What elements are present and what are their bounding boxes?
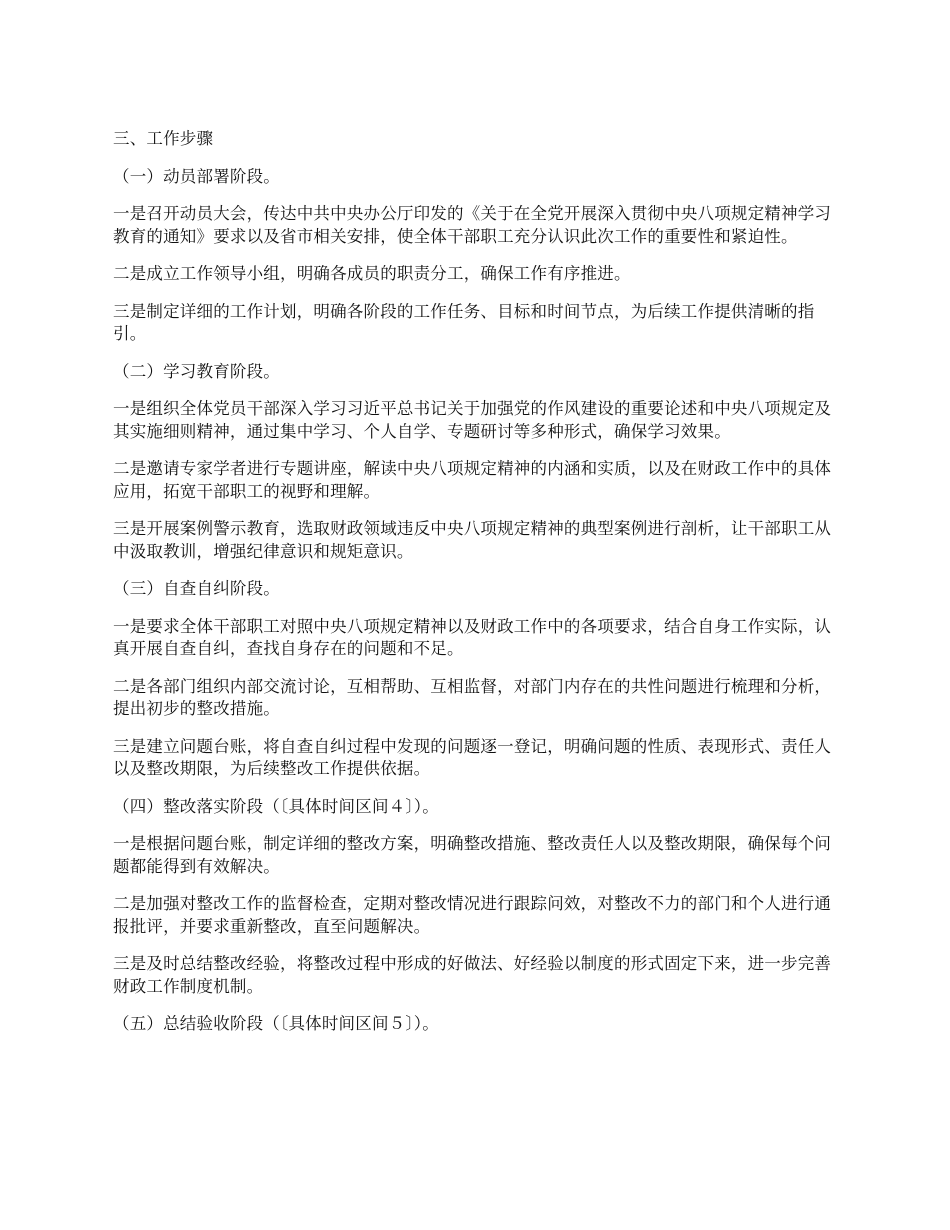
body-paragraph: 二是加强对整改工作的监督检查，定期对整改情况进行跟踪问效，对整改不力的部门和个人进行通报批评，并要求重新整改，直至问题解决。 (113, 894, 832, 936)
body-paragraph: 三是开展案例警示教育，选取财政领域违反中央八项规定精神的典型案例进行剖析，让干部职工从中汲取教训，增强纪律意识和规矩意识。 (113, 519, 832, 561)
document-body (113, 128, 843, 1051)
subsection-heading: （四）整改落实阶段（〔具体时间区间４〕）。 (113, 796, 439, 816)
section-heading: 三、工作步骤 (113, 129, 214, 148)
body-paragraph: 三是制定详细的工作计划，明确各阶段的工作任务、目标和时间节点，为后续工作提供清晰的指引。 (113, 301, 815, 343)
body-paragraph: 二是成立工作领导小组，明确各成员的职责分工，确保工作有序推进。 (113, 264, 631, 283)
body-paragraph: 一是根据问题台账，制定详细的整改方案，明确整改措施、整改责任人以及整改期限，确保每个问题都能得到有效解决。 (113, 834, 832, 876)
body-paragraph: 一是召开动员大会，传达中共中央办公厅印发的《关于在全党开展深入贯彻中央八项规定精神学习教育的通知》要求以及省市相关安排，使全体干部职工充分认识此次工作的重要性和紧迫性。 (113, 204, 832, 246)
body-paragraph: 三是建立问题台账，将自查自纠过程中发现的问题逐一登记，明确问题的性质、表现形式、责任人以及整改期限，为后续整改工作提供依据。 (113, 736, 832, 778)
body-paragraph: 二是各部门组织内部交流讨论，互相帮助、互相监督，对部门内存在的共性问题进行梳理和分析，提出初步的整改措施。 (113, 676, 832, 718)
subsection-heading: （一）动员部署阶段。 (113, 166, 280, 186)
subsection-heading: （二）学习教育阶段。 (113, 361, 280, 381)
body-paragraph: 二是邀请专家学者进行专题讲座，解读中央八项规定精神的内涵和实质，以及在财政工作中的具体应用，拓宽干部职工的视野和理解。 (113, 459, 832, 501)
body-paragraph: 一是组织全体党员干部深入学习习近平总书记关于加强党的作风建设的重要论述和中央八项规定及其实施细则精神，通过集中学习、个人自学、专题研讨等多种形式，确保学习效果。 (113, 399, 832, 441)
body-paragraph: 三是及时总结整改经验，将整改过程中形成的好做法、好经验以制度的形式固定下来，进一步完善财政工作制度机制。 (113, 954, 832, 996)
subsection-heading: （三）自查自纠阶段。 (113, 579, 280, 598)
subsection-heading: （五）总结验收阶段（〔具体时间区间５〕）。 (113, 1014, 439, 1033)
body-paragraph: 一是要求全体干部职工对照中央八项规定精神以及财政工作中的各项要求，结合自身工作实际，认真开展自查自纠，查找自身存在的问题和不足。 (113, 616, 832, 658)
